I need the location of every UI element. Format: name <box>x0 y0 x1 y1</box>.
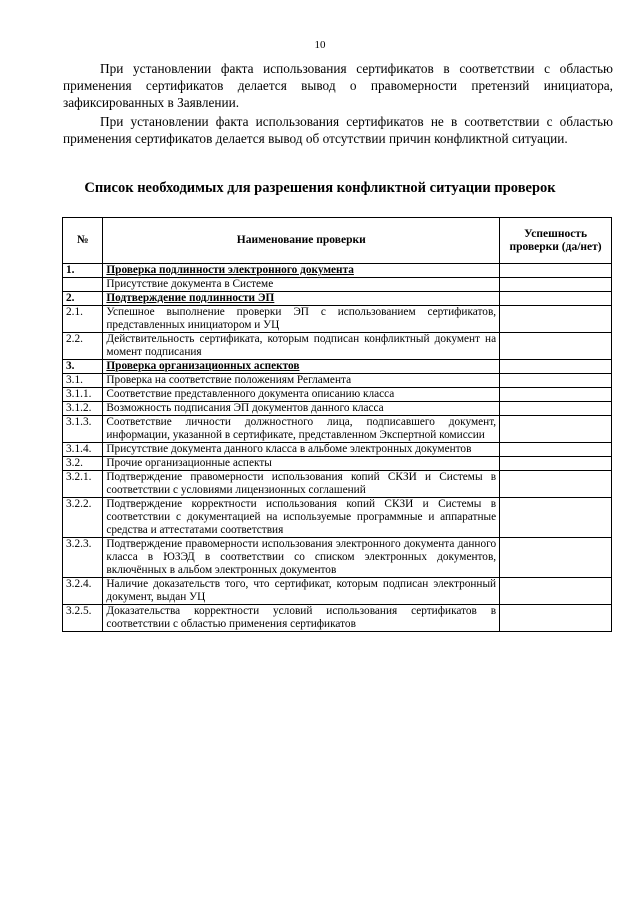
check-name: Соответствие представленного документа описанию класса <box>103 388 500 402</box>
table-row <box>63 605 612 632</box>
check-name: Присутствие документа данного класса в альбоме электронных документов <box>103 443 500 457</box>
check-result <box>500 292 612 306</box>
check-name: Подтверждение корректности использования копий СКЗИ и Системы в соответствии с документацией на используемые программные и аппаратные средства и аттестатами соответствия <box>103 498 500 538</box>
table-row <box>63 264 612 278</box>
check-result <box>500 402 612 416</box>
table-row <box>63 374 612 388</box>
table-row <box>63 306 612 333</box>
check-result <box>500 306 612 333</box>
table-row <box>63 388 612 402</box>
row-number: 3.1. <box>63 374 103 388</box>
check-name: Проверка подлинности электронного документа <box>103 264 500 278</box>
table-row <box>63 457 612 471</box>
check-name: Подтверждение правомерности использования копий СКЗИ и Системы в соответствии с условиями лицензионных соглашений <box>103 471 500 498</box>
check-result <box>500 333 612 360</box>
table-row <box>63 333 612 360</box>
check-result <box>500 538 612 578</box>
check-result <box>500 278 612 292</box>
row-number: 3.1.2. <box>63 402 103 416</box>
page-number: 10 <box>314 39 326 51</box>
row-number: 2.2. <box>63 333 103 360</box>
paragraph-2: При установлении факта использования сертификатов не в соответствии с областью применения сертификатов делается вывод об отсутствии причин конфликтной ситуации. <box>63 114 613 146</box>
row-number: 3.2.3. <box>63 538 103 578</box>
row-number: 2.1. <box>63 306 103 333</box>
row-number: 3.2. <box>63 457 103 471</box>
check-result <box>500 605 612 632</box>
table-row <box>63 471 612 498</box>
check-name: Присутствие документа в Системе <box>103 278 500 292</box>
check-name: Прочие организационные аспекты <box>103 457 500 471</box>
row-number: 3.1.4. <box>63 443 103 457</box>
check-name: Проверка организационных аспектов <box>103 360 500 374</box>
check-name: Подтверждение правомерности использования электронного документа данного класса в ЮЗЭД в соответствии со списком электронных документов, включённых в альбом электронных документов <box>103 538 500 578</box>
table-header-row <box>63 218 612 264</box>
check-name: Подтверждение подлинности ЭП <box>103 292 500 306</box>
check-name: Доказательства корректности условий использования сертификатов в соответствии с областью применения сертификатов <box>103 605 500 632</box>
check-result <box>500 374 612 388</box>
table-row <box>63 360 612 374</box>
row-number: 3.1.3. <box>63 416 103 443</box>
check-result <box>500 457 612 471</box>
header-num: № <box>63 218 103 264</box>
check-name: Возможность подписания ЭП документов данного класса <box>103 402 500 416</box>
table-row <box>63 578 612 605</box>
table-row <box>63 292 612 306</box>
check-name: Проверка на соответствие положениям Регламента <box>103 374 500 388</box>
check-result <box>500 388 612 402</box>
row-number: 3.1.1. <box>63 388 103 402</box>
section-title: Список необходимых для разрешения конфликтной ситуации проверок <box>84 180 556 196</box>
header-result: Успешность проверки (да/нет) <box>500 218 612 264</box>
table-body <box>63 264 612 632</box>
check-name: Наличие доказательств того, что сертификат, которым подписан электронный документ, выдан УЦ <box>103 578 500 605</box>
table-row <box>63 498 612 538</box>
check-name: Успешное выполнение проверки ЭП с использованием сертификатов, представленных инициатором и УЦ <box>103 306 500 333</box>
check-result <box>500 264 612 278</box>
header-name: Наименование проверки <box>103 218 500 264</box>
table-row <box>63 278 612 292</box>
row-number: 3.2.2. <box>63 498 103 538</box>
table-row <box>63 538 612 578</box>
row-number: 1. <box>63 264 103 278</box>
check-result <box>500 360 612 374</box>
check-result <box>500 443 612 457</box>
row-number: 3. <box>63 360 103 374</box>
check-result <box>500 498 612 538</box>
table-row <box>63 402 612 416</box>
paragraph-1: При установлении факта использования сертификатов в соответствии с областью применения сертификатов делается вывод о правомерности претензий инициатора, зафиксированных в Заявлении. <box>63 61 613 110</box>
check-result <box>500 578 612 605</box>
check-name: Соответствие личности должностного лица, подписавшего документ, информации, указанной в сертификате, представленном Экспертной комиссии <box>103 416 500 443</box>
row-number: 3.2.1. <box>63 471 103 498</box>
row-number: 3.2.5. <box>63 605 103 632</box>
check-name: Действительность сертификата, которым подписан конфликтный документ на момент подписания <box>103 333 500 360</box>
check-result <box>500 471 612 498</box>
row-number: 3.2.4. <box>63 578 103 605</box>
check-result <box>500 416 612 443</box>
table-row <box>63 443 612 457</box>
table-row <box>63 416 612 443</box>
row-number: 2. <box>63 292 103 306</box>
row-number <box>63 278 103 292</box>
checks-table <box>62 217 612 632</box>
